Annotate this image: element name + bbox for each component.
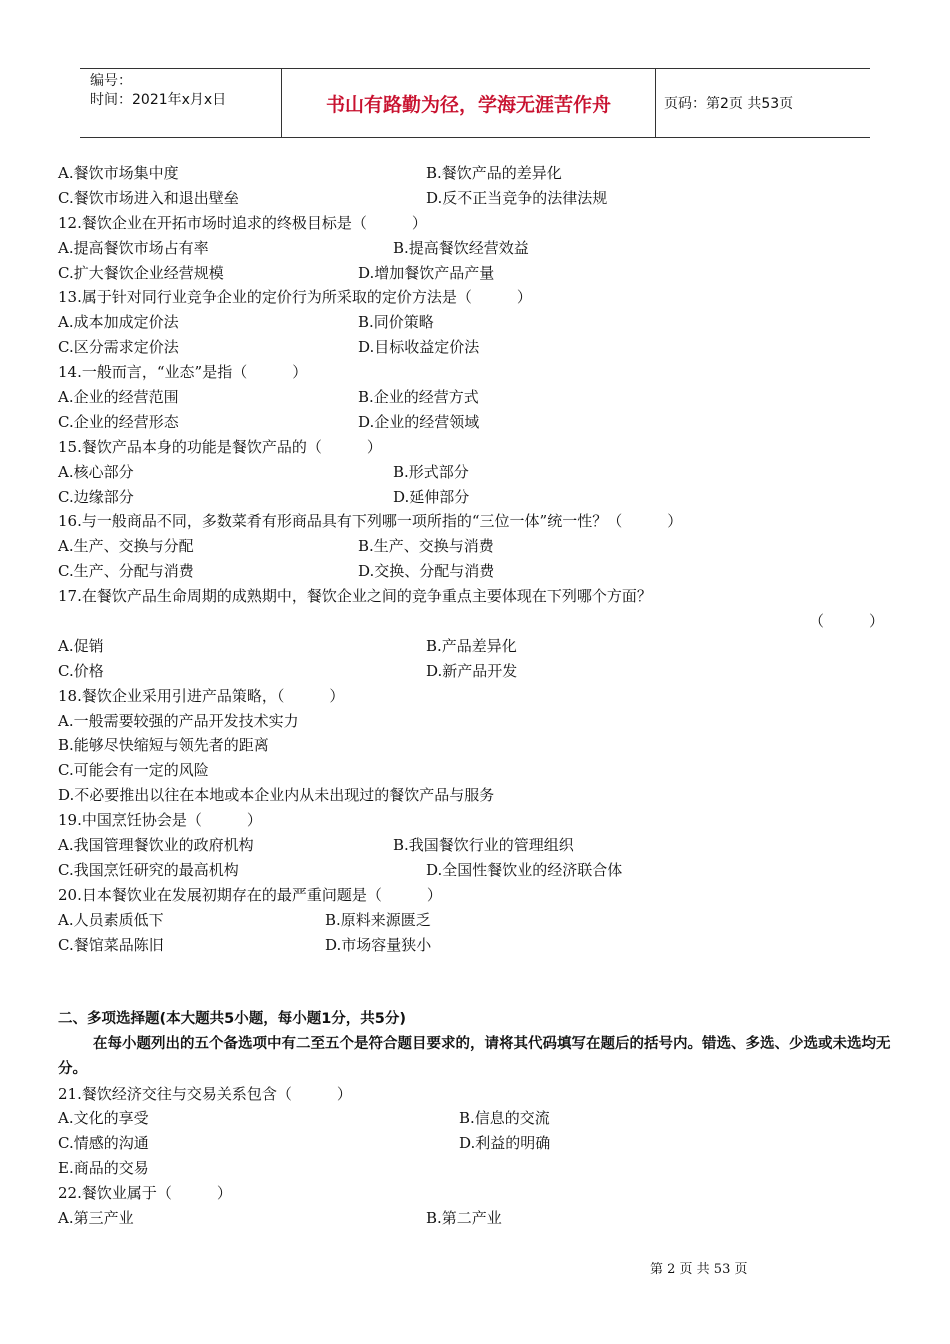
q19-option-d: D.全国性餐饮业的经济联合体 [426, 860, 623, 879]
q18-option-c: C.可能会有一定的风险 [58, 761, 209, 780]
q18-stem: 18.餐饮企业采用引进产品策略，（ ） [58, 686, 345, 705]
q14-option-a: A.企业的经营范围 [58, 388, 179, 407]
q19-options-row-1 [58, 833, 892, 858]
section-2-instruction: 在每小题列出的五个备选项中有二至五个是符合题目要求的，请将其代码填写在题后的括号内。错选、多选、少选或未选均无分。 [58, 1035, 891, 1077]
q13-option-b: B.同价策略 [358, 313, 434, 332]
q20-option-a: A.人员素质低下 [58, 910, 164, 929]
q12-option-c: C.扩大餐饮企业经营规模 [58, 263, 224, 282]
q12-option-a: A.提高餐饮市场占有率 [58, 238, 209, 257]
q15-options-row-2 [58, 485, 892, 510]
q12-stem: 12.餐饮企业在开拓市场时追求的终极目标是（ ） [58, 213, 427, 232]
q19-stem: 19.中国烹饪协会是（ ） [58, 811, 262, 830]
q14-options-row-2 [58, 410, 892, 435]
q13-option-a: A.成本加成定价法 [58, 313, 179, 332]
q18-option-d: D.不必要推出以往在本地或本企业内从未出现过的餐饮产品与服务 [58, 786, 495, 805]
q15-stem: 15.餐饮产品本身的功能是餐饮产品的（ ） [58, 437, 382, 456]
q17-option-a: A.促销 [58, 636, 104, 655]
header-meta [80, 69, 282, 137]
q18-option-b: B.能够尽快缩短与领先者的距离 [58, 736, 269, 755]
q12-options-row-1 [58, 236, 892, 261]
q19-option-a: A.我国管理餐饮业的政府机构 [58, 836, 254, 855]
q14-stem: 14.一般而言，“业态”是指（ ） [58, 363, 308, 382]
q17-options-row-2 [58, 659, 892, 684]
page-footer: 第 2 页 共 53 页 [650, 1262, 748, 1277]
q21-options-row-2 [58, 1131, 892, 1156]
q22-stem: 22.餐饮业属于（ ） [58, 1184, 232, 1203]
q15-option-c: C.边缘部分 [58, 487, 134, 506]
q20-option-d: D.市场容量狭小 [325, 935, 432, 954]
q20-option-c: C.餐馆菜品陈旧 [58, 935, 164, 954]
q12-option-b: B.提高餐饮经营效益 [393, 238, 529, 257]
q15-options-row-1 [58, 460, 892, 485]
q17-option-d: D.新产品开发 [426, 661, 518, 680]
q12-options-row-2 [58, 261, 892, 286]
q21-option-a: A.文化的享受 [58, 1109, 149, 1128]
q11-options-row-1 [58, 161, 892, 186]
q22-option-b: B.第二产业 [426, 1208, 502, 1227]
q22-options-row-1 [58, 1206, 892, 1231]
q14-option-c: C.企业的经营形态 [58, 412, 179, 431]
q21-option-c: C.情感的沟通 [58, 1134, 149, 1153]
q19-options-row-2 [58, 858, 892, 883]
section-spacer [58, 958, 892, 1007]
q17-options-row-1 [58, 634, 892, 659]
q13-options-row-1 [58, 310, 892, 335]
q17-stem: 17.在餐饮产品生命周期的成熟期中，餐饮企业之间的竞争重点主要体现在下列哪个方面？ [58, 587, 652, 606]
q17-option-b: B.产品差异化 [426, 636, 517, 655]
q14-option-d: D.企业的经营领域 [358, 412, 480, 431]
q14-options-row-1 [58, 385, 892, 410]
page-header [80, 68, 870, 138]
q16-option-b: B.生产、交换与消费 [358, 537, 494, 556]
q21-option-d: D.利益的明确 [459, 1134, 551, 1153]
q16-options-row-1 [58, 534, 892, 559]
q21-options-row-1 [58, 1106, 892, 1131]
q19-option-c: C.我国烹饪研究的最高机构 [58, 860, 239, 879]
q13-option-d: D.目标收益定价法 [358, 338, 480, 357]
q21-stem: 21.餐饮经济交往与交易关系包含（ ） [58, 1084, 352, 1103]
q11-option-b: B.餐饮产品的差异化 [426, 164, 562, 182]
q17-answer-blank: （ ） [808, 612, 884, 631]
q13-stem: 13.属于针对同行业竞争企业的定价行为所采取的定价方法是（ ） [58, 288, 532, 307]
q22-option-a: A.第三产业 [58, 1208, 134, 1227]
q16-stem: 16.与一般商品不同，多数菜肴有形商品具有下列哪一项所指的“三位一体”统一性？（ ） [58, 512, 683, 531]
q16-option-d: D.交换、分配与消费 [358, 562, 495, 581]
q21-option-e: E.商品的交易 [58, 1159, 149, 1178]
q15-option-d: D.延伸部分 [393, 487, 470, 506]
q20-option-b: B.原料来源匮乏 [325, 910, 431, 929]
doc-time-label: 时间：2021年x月x日 [90, 92, 227, 108]
q19-option-b: B.我国餐饮行业的管理组织 [393, 836, 574, 855]
q11-options-row-2 [58, 186, 892, 211]
exam-content [58, 161, 892, 1231]
q20-stem: 20.日本餐饮业在发展初期存在的最严重问题是（ ） [58, 885, 442, 904]
q17-paren-row [58, 609, 892, 634]
q16-option-a: A.生产、交换与分配 [58, 537, 194, 556]
q20-options-row-2 [58, 933, 892, 958]
q14-option-b: B.企业的经营方式 [358, 388, 479, 407]
q11-option-c: C.餐饮市场进入和退出壁垒 [58, 188, 239, 207]
header-page-label: 页码：第2页 共53页 [664, 96, 794, 112]
q18-option-a: A.一般需要较强的产品开发技术实力 [58, 711, 299, 730]
q15-option-b: B.形式部分 [393, 462, 469, 481]
q21-option-b: B.信息的交流 [459, 1109, 550, 1128]
q15-option-a: A.核心部分 [58, 462, 134, 481]
header-motto: 书山有路勤为径，学海无涯苦作舟 [282, 69, 656, 137]
q16-option-c: C.生产、分配与消费 [58, 562, 194, 581]
q16-options-row-2 [58, 559, 892, 584]
q17-option-c: C.价格 [58, 661, 104, 680]
q13-options-row-2 [58, 335, 892, 360]
q13-option-c: C.区分需求定价法 [58, 338, 179, 357]
q12-option-d: D.增加餐饮产品产量 [358, 263, 495, 282]
q11-option-a: A.餐饮市场集中度 [58, 164, 179, 182]
section-2-title: 二、多项选择题(本大题共5小题，每小题1分，共5分) [58, 1010, 407, 1027]
doc-id-label: 编号： [90, 73, 132, 89]
q11-option-d: D.反不正当竞争的法律法规 [426, 188, 608, 207]
q20-options-row-1 [58, 908, 892, 933]
